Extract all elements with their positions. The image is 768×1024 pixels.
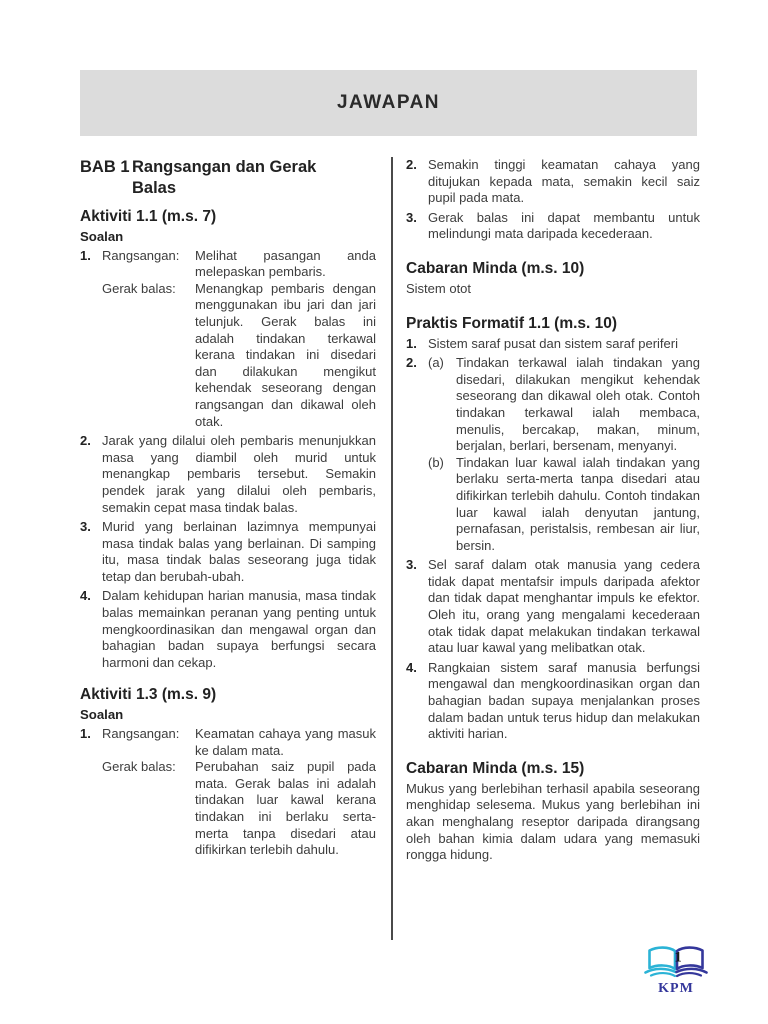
item-number: 1. [80, 247, 91, 263]
item-number: 3. [406, 209, 417, 225]
cabaran-minda-10-heading: Cabaran Minda (m.s. 10) [406, 259, 585, 277]
question-item [406, 355, 700, 554]
left-column [80, 157, 376, 862]
item-number: 4. [406, 659, 417, 675]
sub-item-label: (b) [428, 454, 444, 470]
activity-1-3-heading: Aktiviti 1.3 (m.s. 9) [80, 686, 217, 704]
response-text: Perubahan saiz pupil pada mata. Gerak balas ini adalah tindakan luar kawal kerana tindakan ini berlaku serta-merta tanpa disedari atau difikirkan terlebih dahulu. [195, 759, 376, 858]
praktis-formatif-heading: Praktis Formatif 1.1 (m.s. 10) [406, 314, 618, 332]
item-text: Semakin tinggi keamatan cahaya yang ditujukan kepada mata, semakin kecil saiz pupil pada mata. [428, 157, 700, 206]
item-text: Dalam kehidupan harian manusia, masa tindak balas memainkan peranan yang penting untuk mengkoordinasikan dan mengawal organ dan bahagian badan supaya berfungsi secara harmoni dan cekap. [102, 588, 376, 670]
item-number: 2. [406, 355, 417, 371]
answers-header-bar [80, 70, 697, 136]
stimulus-row [102, 248, 376, 281]
question-item [80, 433, 376, 516]
item-number: 1. [406, 335, 417, 351]
cabaran-minda-15-answer: Mukus yang berlebihan terhasil apabila seseorang menghidap selesema. Mukus yang berlebihan ini akan menghalang reseptor daripada dirangsang oleh bahan kimia dalam udara yang memasuki rongga hidung. [406, 780, 700, 863]
item-text: Jarak yang dilalui oleh pembaris menunjukkan masa yang diambil oleh murid untuk menangkap pembaris tersebut. Semakin pendek jarak yang dilalui oleh pembaris, semakin cepat masa tindak balas. [102, 433, 376, 515]
stimulus-text: Melihat pasangan anda melepaskan pembaris. [195, 247, 376, 280]
question-item [80, 726, 376, 859]
kpm-logo [641, 944, 711, 998]
item-number: 4. [80, 588, 91, 604]
response-text: Menangkap pembaris dengan menggunakan ibu jari dan jari telunjuk. Gerak balas ini adalah tindakan terkawal kerana tindakan ini disedari dan dilakukan mengikut kehendak seseorang dengan rangsangan dan dikawal oleh otak. [195, 280, 376, 429]
column-divider [391, 157, 393, 940]
item-number: 3. [80, 519, 91, 535]
item-text: Gerak balas ini dapat membantu untuk melindungi mata daripada kecederaan. [428, 209, 700, 242]
activity-1-1-heading: Aktiviti 1.1 (m.s. 7) [80, 208, 217, 225]
item-number: 1. [80, 726, 91, 742]
question-item [80, 248, 376, 431]
response-label: Gerak balas: [102, 280, 176, 296]
page-number: 1 [674, 949, 682, 966]
stimulus-text: Keamatan cahaya yang masuk ke dalam mata. [195, 726, 376, 758]
kpm-label: KPM [658, 981, 694, 996]
item-text: Murid yang berlainan lazimnya mempunyai masa tindak balas yang berlainan. Di samping itu, masa tindak balas seseorang juga tidak tetap dan berubah-ubah. [102, 519, 376, 584]
soalan-subheading: Soalan [80, 707, 124, 723]
item-text: Sel saraf dalam otak manusia yang cedera tidak dapat mentafsir impuls daripada afektor dan tidak dapat menghantar impuls ke efektor. Oleh itu, orang yang mengalami kecederaan otak tidak dapat melakukan tindakan terkawal atau luar kawal yang melibatkan otak. [428, 557, 700, 656]
item-text: Sistem saraf pusat dan sistem saraf periferi [428, 335, 678, 351]
item-number: 2. [406, 157, 417, 172]
open-book-icon [644, 944, 708, 984]
question-item [406, 210, 700, 243]
right-column [406, 157, 700, 864]
chapter-heading [80, 157, 376, 199]
sub-item-text: Tindakan luar kawal ialah tindakan yang berlaku serta-merta tanpa disedari atau difikirkan terlebih dahulu. Contoh tindakan luar kawal ialah denyutan jantung, pernafasan, peristalsis, rembesan air liur, bersin. [456, 454, 700, 553]
question-item [406, 157, 700, 207]
item-number: 3. [406, 557, 417, 573]
question-item [80, 519, 376, 585]
sub-item-b [428, 455, 700, 555]
cabaran-minda-10-answer: Sistem otot [406, 280, 472, 296]
soalan-subheading: Soalan [80, 229, 124, 244]
stimulus-row [102, 726, 376, 759]
question-item [80, 588, 376, 671]
cabaran-minda-15-heading: Cabaran Minda (m.s. 15) [406, 759, 585, 777]
response-row [102, 759, 376, 859]
chapter-title: Rangsangan dan Gerak Balas [132, 158, 317, 197]
stimulus-label: Rangsangan: [102, 726, 180, 742]
stimulus-label: Rangsangan: [102, 247, 180, 263]
chapter-number: BAB 1 [80, 158, 130, 176]
question-item [406, 336, 700, 353]
response-row [102, 281, 376, 430]
item-number: 2. [80, 433, 91, 449]
sub-item-a [428, 355, 700, 455]
sub-item-text: Tindakan terkawal ialah tindakan yang disedari, dilakukan mengikut kehendak seseorang dan dikawal oleh otak. Contoh tindakan terkawal ialah membaca, menulis, bercakap, makan, minum, berjalan, berlari, bersenam, menyanyi. [456, 355, 700, 454]
item-text: Rangkaian sistem saraf manusia berfungsi mengawal dan mengkoordinasikan organ dan bahagian badan supaya menjalankan proses dalam badan untuk terus hidup dan melakukan aktiviti harian. [428, 659, 700, 742]
page-title: JAWAPAN [336, 91, 441, 113]
response-label: Gerak balas: [102, 759, 176, 775]
sub-item-label: (a) [428, 355, 444, 371]
question-item [406, 660, 700, 743]
question-item [406, 557, 700, 657]
